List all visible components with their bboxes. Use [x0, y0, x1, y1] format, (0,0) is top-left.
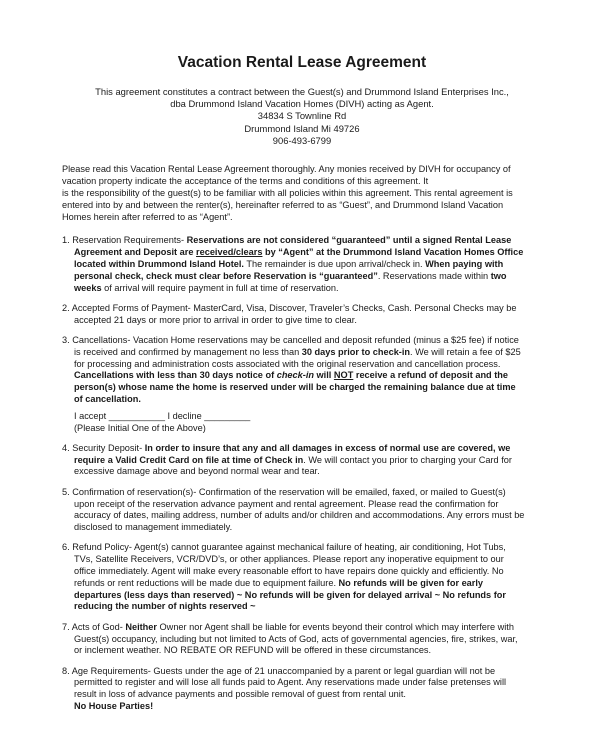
section-text: Owner nor Agent shall be liable for events beyond their control which may interfere with [156, 621, 514, 632]
section-line: upon receipt of the reservation advance payment and rental agreement. Please read the confirmation for [74, 498, 499, 509]
section-line [62, 701, 542, 713]
section-line: disclosed to management immediately. [74, 522, 233, 533]
section-text: . We will contact you prior to charging your Card for [303, 454, 512, 465]
section-line [62, 382, 542, 394]
bold-text: located within Drummond Island Hotel. [74, 259, 244, 270]
section-text: is received and confirmed by management no less than [74, 346, 302, 357]
intro-paragraph [62, 163, 542, 223]
address-line: 34834 S Townline Rd [257, 110, 347, 122]
bold-text: departures (less days than reserved) ~ No refunds will be given for delayed arrival ~ No refunds for [74, 589, 506, 600]
section-line: result in loss of advance payments and possible removal of guest from rental unit. [74, 689, 406, 700]
section-line: office immediately. Agent will make every reasonable effort to have repairs done quickly and efficiently. No [74, 566, 504, 577]
header-line: dba Drummond Island Vacation Homes (DIVH) acting as Agent. [170, 98, 434, 110]
section-line [62, 443, 542, 455]
bold-text: 30 days prior to check-in [301, 346, 411, 357]
bold-text: Reservations are not considered “guaranteed” until a signed Rental Lease [186, 235, 512, 246]
bold-text: Agreement and Deposit are [74, 247, 197, 258]
bold-text: person(s) whose name the home is reserved under will be charged the remaining balance due at time [74, 382, 516, 393]
section-line: 6. Refund Policy- Agent(s) cannot guarantee against mechanical failure of heating, air conditioning, Hot Tubs, [62, 542, 506, 553]
bold-text: Cancellations with less than 30 days notice of [74, 370, 277, 381]
accept-decline-line[interactable]: I accept ___________ I decline _________ [74, 410, 251, 421]
section-line [62, 370, 542, 382]
accept-decline-initials [74, 410, 542, 434]
section-cancellations [62, 335, 542, 406]
section-line [62, 590, 542, 602]
section-line: excessive damage above and beyond normal wear and tear. [74, 466, 320, 477]
underlined-text: NOT [333, 370, 354, 381]
section-text: 4. Security Deposit- [62, 442, 145, 453]
bold-text: require a Valid Credit Card on file at time of Check in [74, 454, 304, 465]
bold-text: In order to insure that any and all damages in excess of normal use are covered, we [144, 442, 511, 453]
header-line: This agreement constitutes a contract between the Guest(s) and Drummond Island Enterprises Inc., [95, 86, 509, 97]
bold-text: of cancellation. [74, 394, 141, 405]
section-line [62, 259, 542, 271]
section-line [62, 271, 542, 283]
phone-number: 906-493-6799 [272, 134, 332, 146]
section-line: TVs, Satellite Receivers, VCR/DVD’s, or other appliances. Please report any inoperative equipment to our [74, 554, 504, 565]
section-line [62, 622, 542, 634]
intro-line: Please read this Vacation Rental Lease Agreement thoroughly. Any monies received by DIVH for occupancy of [62, 164, 511, 175]
section-line: accepted 21 days or more prior to arrival in order to give time to clear. [74, 314, 357, 325]
section-line [62, 347, 542, 359]
section-age-requirements [62, 666, 542, 713]
section-line [62, 455, 542, 467]
section-line: Guest(s) occupancy, including but not limited to Acts of God, acts of governmental agencies, fire, strikes, war, [74, 633, 518, 644]
intro-line: vacation property indicate the acceptance of the terms and conditions of this agreement. It [62, 176, 429, 187]
section-line: accuracy of dates, mailing address, number of adults and/or children and accommodations. Any errors must be [74, 510, 525, 521]
intro-line: is the responsibility of the guest(s) to be familiar with all policies within this agreement. This rental agreement is [62, 188, 513, 199]
bold-text: weeks [74, 282, 102, 293]
section-line [62, 394, 542, 406]
section-refund-policy [62, 542, 542, 613]
initial-note: (Please Initial One of the Above) [74, 422, 206, 433]
section-line: 3. Cancellations- Vacation Home reservations may be cancelled and deposit refunded (minus a $25 fee) if notice [62, 335, 519, 346]
section-line [62, 601, 542, 613]
section-text: 1. Reservation Requirements- [62, 235, 187, 246]
section-payment-forms [62, 303, 542, 327]
section-text: The remainder is due upon arrival/check in. [243, 259, 426, 270]
bold-text: No refunds will be given for early [338, 577, 484, 588]
section-line [62, 578, 542, 590]
bold-text: personal check, check must clear before Reservation is “guaranteed” [74, 270, 378, 281]
bold-text: No House Parties! [74, 700, 154, 711]
section-line: 8. Age Requirements- Guests under the age of 21 unaccompanied by a parent or legal guardian will not be [62, 665, 496, 676]
section-reservation-requirements [62, 235, 542, 294]
bold-text: two [490, 270, 507, 281]
bold-text: Neither [125, 621, 157, 632]
page-title: Vacation Rental Lease Agreement [177, 54, 427, 71]
bold-text: reducing the number of nights reserved ~ [74, 601, 256, 612]
intro-line: entered into by and between the renter(s), hereinafter referred to as “Guest”, and Drummond Island Vacation [62, 200, 504, 211]
section-text: . We will retain a fee of $25 [410, 346, 521, 357]
bold-text: by “Agent” at the Drummond Island Vacation Homes Office [262, 247, 524, 258]
section-security-deposit [62, 443, 542, 478]
italic-text: check-in [276, 370, 314, 381]
bold-text: When paying with [425, 259, 504, 270]
section-acts-of-god [62, 622, 542, 657]
section-text: . Reservations made within [377, 270, 491, 281]
section-text: of arrival will require payment in full at time of reservation. [101, 282, 339, 293]
section-line: for processing and administration costs associated with the original reservation and cancellation process. [74, 358, 501, 369]
section-line [62, 283, 542, 295]
section-line: 2. Accepted Forms of Payment- MasterCard, Visa, Discover, Traveler’s Checks, Cash. Personal Checks may be [62, 302, 517, 313]
section-line [62, 235, 542, 247]
agreement-header [62, 86, 542, 147]
section-line: 5. Confirmation of reservation(s)- Confirmation of the reservation will be emailed, faxed, or mailed to Guest(s) [62, 486, 506, 497]
section-line: or inclement weather. NO REBATE OR REFUND will be offered in these circumstances. [74, 645, 432, 656]
bold-text: receive a refund of deposit and the [353, 370, 509, 381]
bold-text: will [313, 370, 334, 381]
underlined-text: received/clears [196, 247, 263, 258]
section-text: 7. Acts of God- [62, 621, 126, 632]
section-line: permitted to register and will lose all funds paid to Agent. Any reservations made under false pretenses will [74, 677, 507, 688]
section-confirmation [62, 487, 542, 534]
section-line [62, 247, 542, 259]
section-text: refunds or rent reductions will be made due to equipment failure. [74, 577, 339, 588]
intro-line: Homes herein after referred to as “Agent”. [62, 212, 233, 223]
address-line: Drummond Island Mi 49726 [244, 122, 360, 134]
